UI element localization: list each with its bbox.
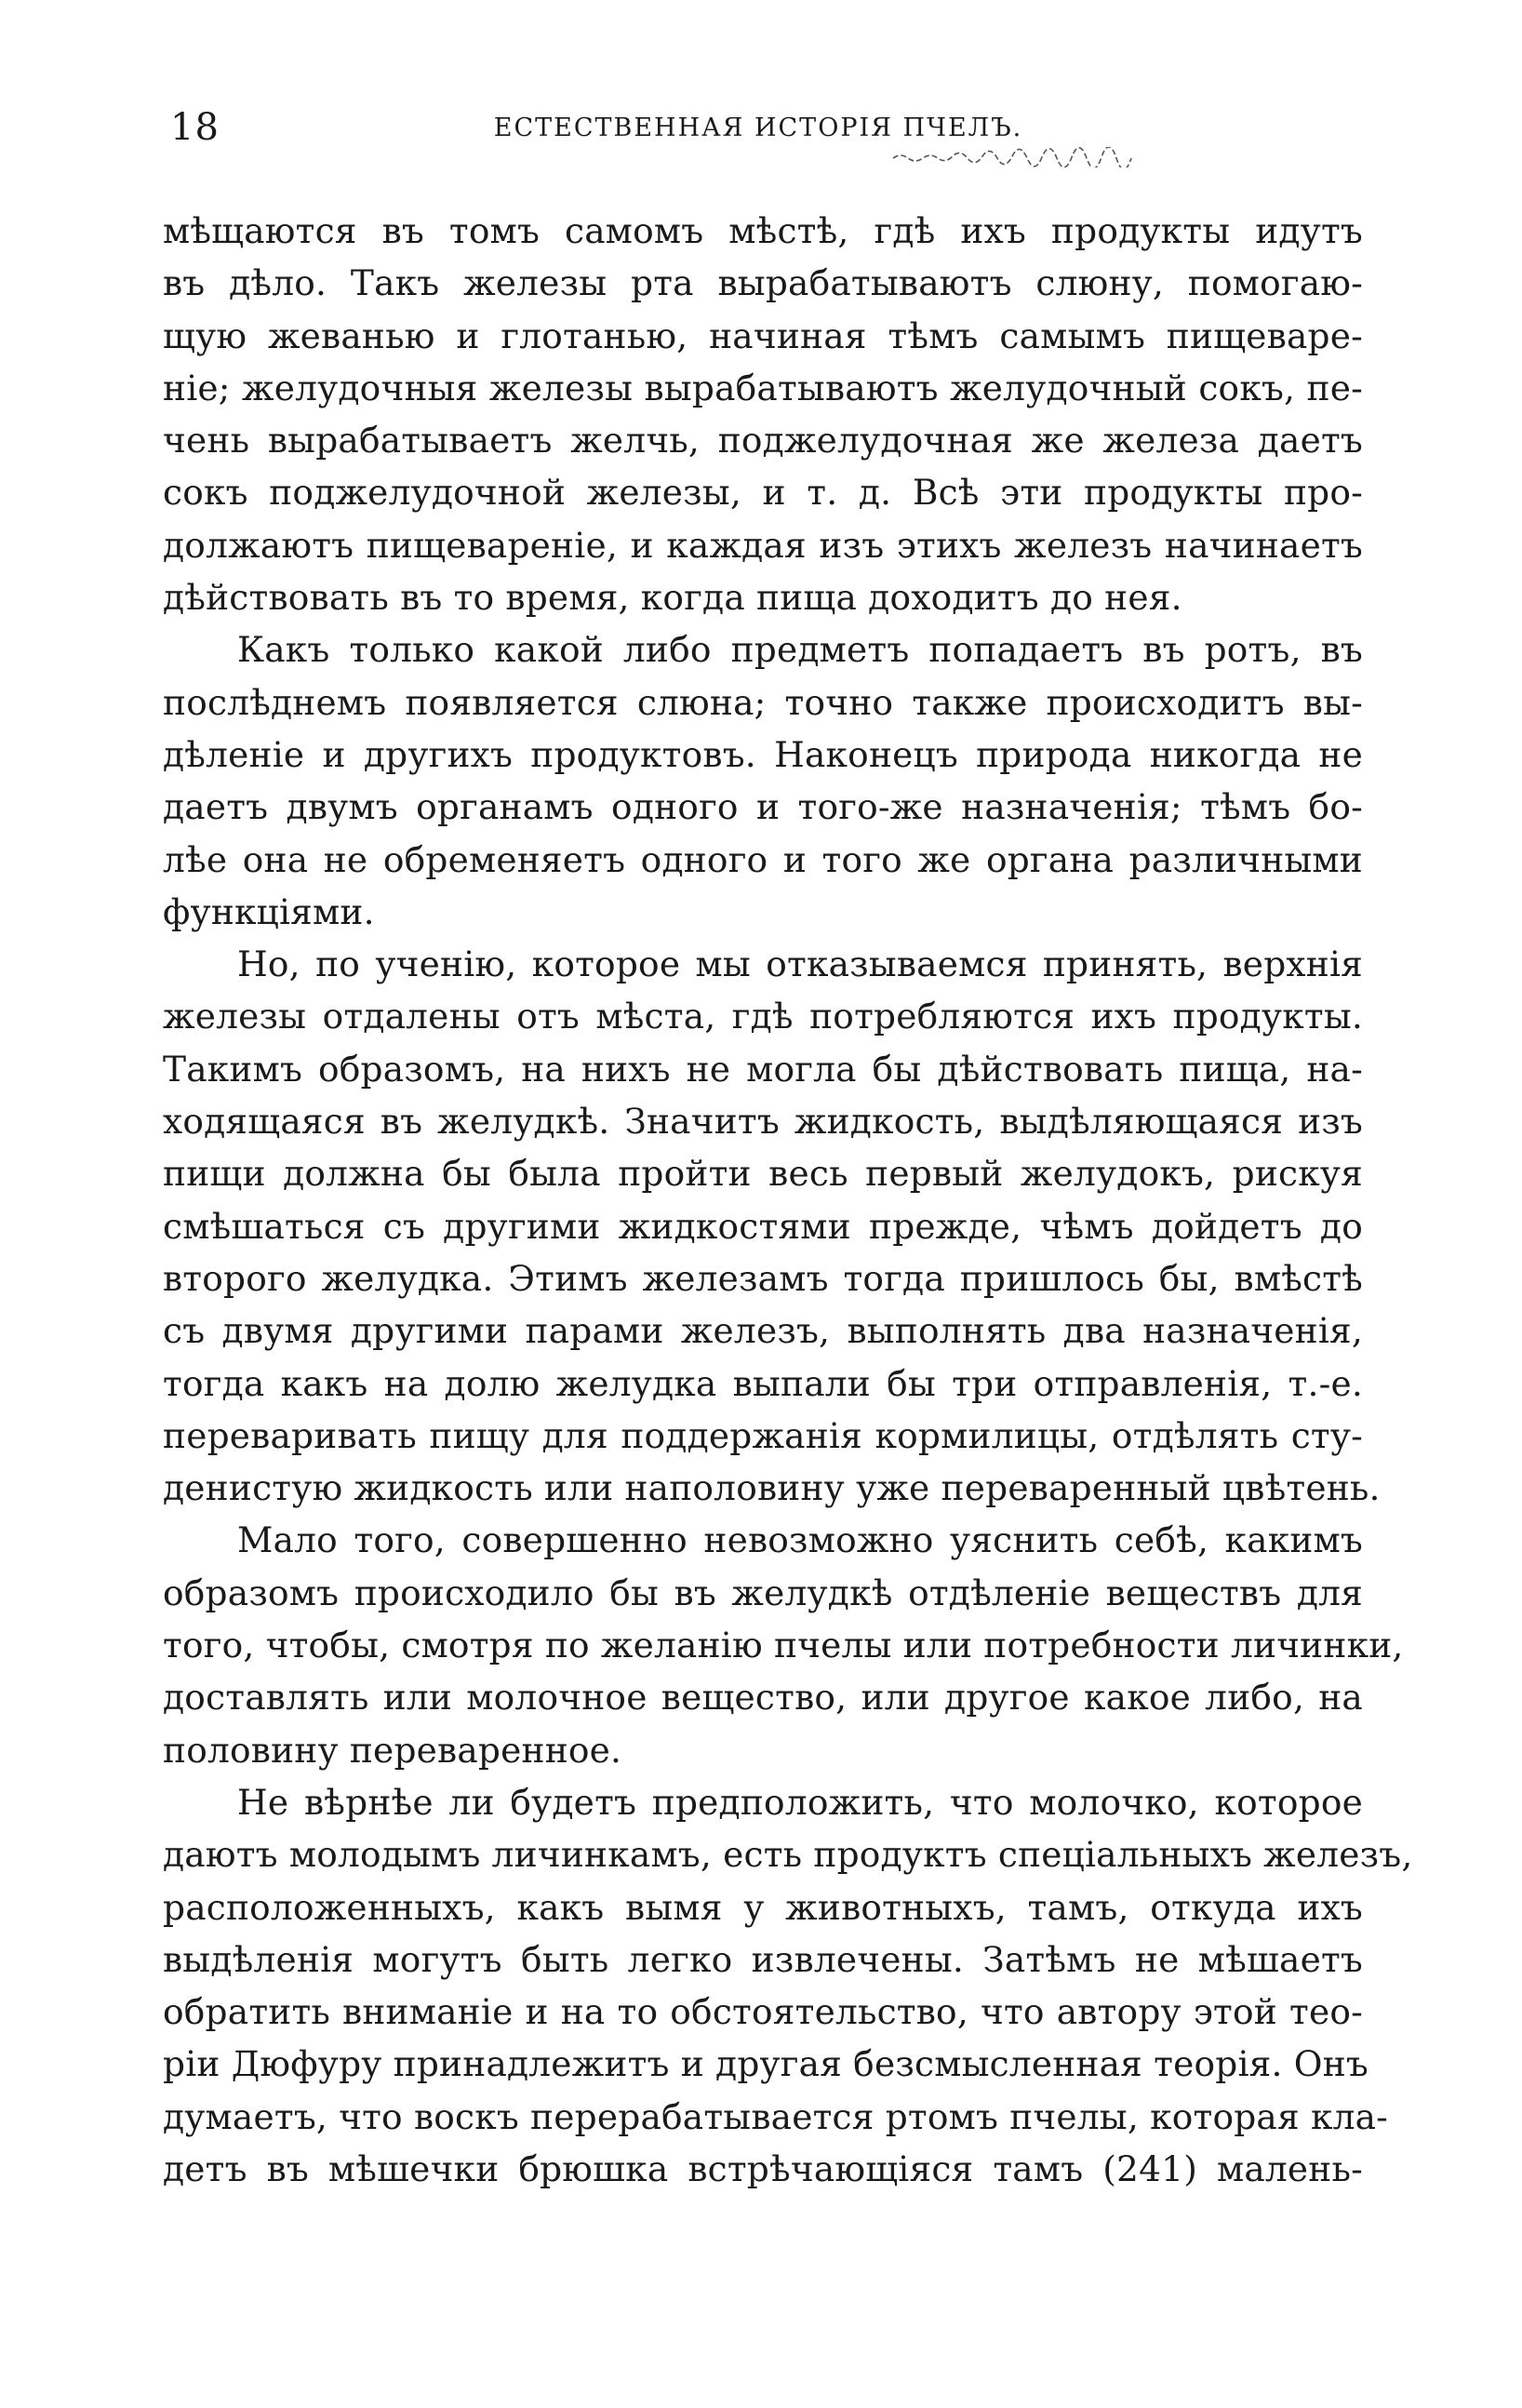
text-line: образомъ происходило бы въ желудкѣ отдѣленіе веществъ для (163, 1572, 1363, 1613)
text-line: функціями. (163, 890, 375, 932)
text-line: переваривать пищу для поддержанія кормилицы, отдѣлять сту- (163, 1414, 1363, 1456)
text-line: думаетъ, что воскъ перерабатывается ртомъ пчелы, которая кла- (163, 2095, 1389, 2137)
text-line: щую жеванью и глотанью, начиная тѣмъ самымъ пищеваре- (163, 314, 1363, 356)
text-line: второго желудка. Этимъ железамъ тогда пришлось бы, вмѣстѣ (163, 1257, 1363, 1299)
text-line: половину переваренное. (163, 1729, 622, 1771)
text-line: ходящаяся въ желудкѣ. Значитъ жидкость, выдѣляющаяся изъ (163, 1101, 1363, 1143)
text-line: лѣе она не обременяетъ одного и того же органа различными (163, 838, 1363, 880)
text-line: съ двумя другими парами железъ, выполнять два назначенія, (163, 1310, 1363, 1352)
text-line: ніе; желудочныя железы вырабатываютъ желудочный сокъ, пе- (163, 367, 1363, 408)
text-line: Мало того, совершенно невозможно уяснить себѣ, какимъ (237, 1519, 1363, 1561)
text-line: детъ въ мѣшечки брюшка встрѣчающіяся тамъ (241) малень- (163, 2147, 1363, 2189)
text-line: мѣщаются въ томъ самомъ мѣстѣ, гдѣ ихъ продукты идутъ (163, 210, 1363, 251)
text-line: пищи должна бы была пройти весь первый желудокъ, рискуя (163, 1153, 1363, 1195)
text-line: тогда какъ на долю желудка выпали бы три отправленія, т.-е. (163, 1362, 1363, 1404)
text-line: ріи Дюфуру принадлежитъ и другая безсмысленная теорія. Онъ (163, 2043, 1368, 2085)
running-title: ЕСТЕСТВЕННАЯ ИСТОРІЯ ПЧЕЛЪ. (493, 114, 1023, 142)
text-line: доставлять или молочное вещество, или другое какое либо, на (163, 1677, 1363, 1719)
body-text (163, 205, 1413, 2195)
text-line: выдѣленія могутъ быть легко извлечены. Затѣмъ не мѣшаетъ (163, 1938, 1363, 1980)
text-line: обратить вниманіе и на то обстоятельство, что автору этой тео- (163, 1991, 1363, 2033)
text-line: дѣленіе и другихъ продуктовъ. Наконецъ природа никогда не (163, 733, 1363, 775)
text-line: расположенныхъ, какъ вымя у животныхъ, тамъ, откуда ихъ (163, 1886, 1363, 1928)
page-number: 18 (170, 106, 220, 149)
text-line: денистую жидкость или наполовину уже переваренный цвѣтень. (163, 1467, 1381, 1509)
ornament-flourish (891, 147, 1133, 167)
text-line: того, чтобы, смотря по желанію пчелы или потребности личинки, (163, 1625, 1404, 1666)
text-line: послѣднемъ появляется слюна; точно также происходитъ вы- (163, 681, 1363, 723)
text-line: въ дѣло. Такъ железы рта вырабатываютъ слюну, помогаю- (163, 262, 1363, 304)
text-line: железы отдалены отъ мѣста, гдѣ потребляются ихъ продукты. (163, 996, 1363, 1037)
text-line: Но, по ученію, которое мы отказываемся принять, верхнія (237, 943, 1363, 985)
text-line: смѣшаться съ другими жидкостями прежде, чѣмъ дойдетъ до (163, 1205, 1363, 1247)
text-line: сокъ поджелудочной железы, и т. д. Всѣ эти продукты про- (163, 472, 1363, 514)
text-line: Не вѣрнѣе ли будетъ предположить, что молочко, которое (237, 1781, 1363, 1823)
text-line: Какъ только какой либо предметъ попадаетъ въ ротъ, въ (237, 629, 1363, 671)
text-line: Такимъ образомъ, на нихъ не могла бы дѣйствовать пища, на- (163, 1048, 1363, 1090)
text-line: чень вырабатываетъ желчь, поджелудочная же железа даетъ (163, 420, 1363, 462)
text-line: должаютъ пищевареніе, и каждая изъ этихъ железъ начинаетъ (163, 524, 1363, 566)
text-line: даетъ двумъ органамъ одного и того-же назначенія; тѣмъ бо- (163, 786, 1363, 828)
text-line: дѣйствовать въ то время, когда пища доходитъ до нея. (163, 577, 1182, 619)
text-line: даютъ молодымъ личинкамъ, есть продуктъ спеціальныхъ железъ, (163, 1834, 1413, 1876)
